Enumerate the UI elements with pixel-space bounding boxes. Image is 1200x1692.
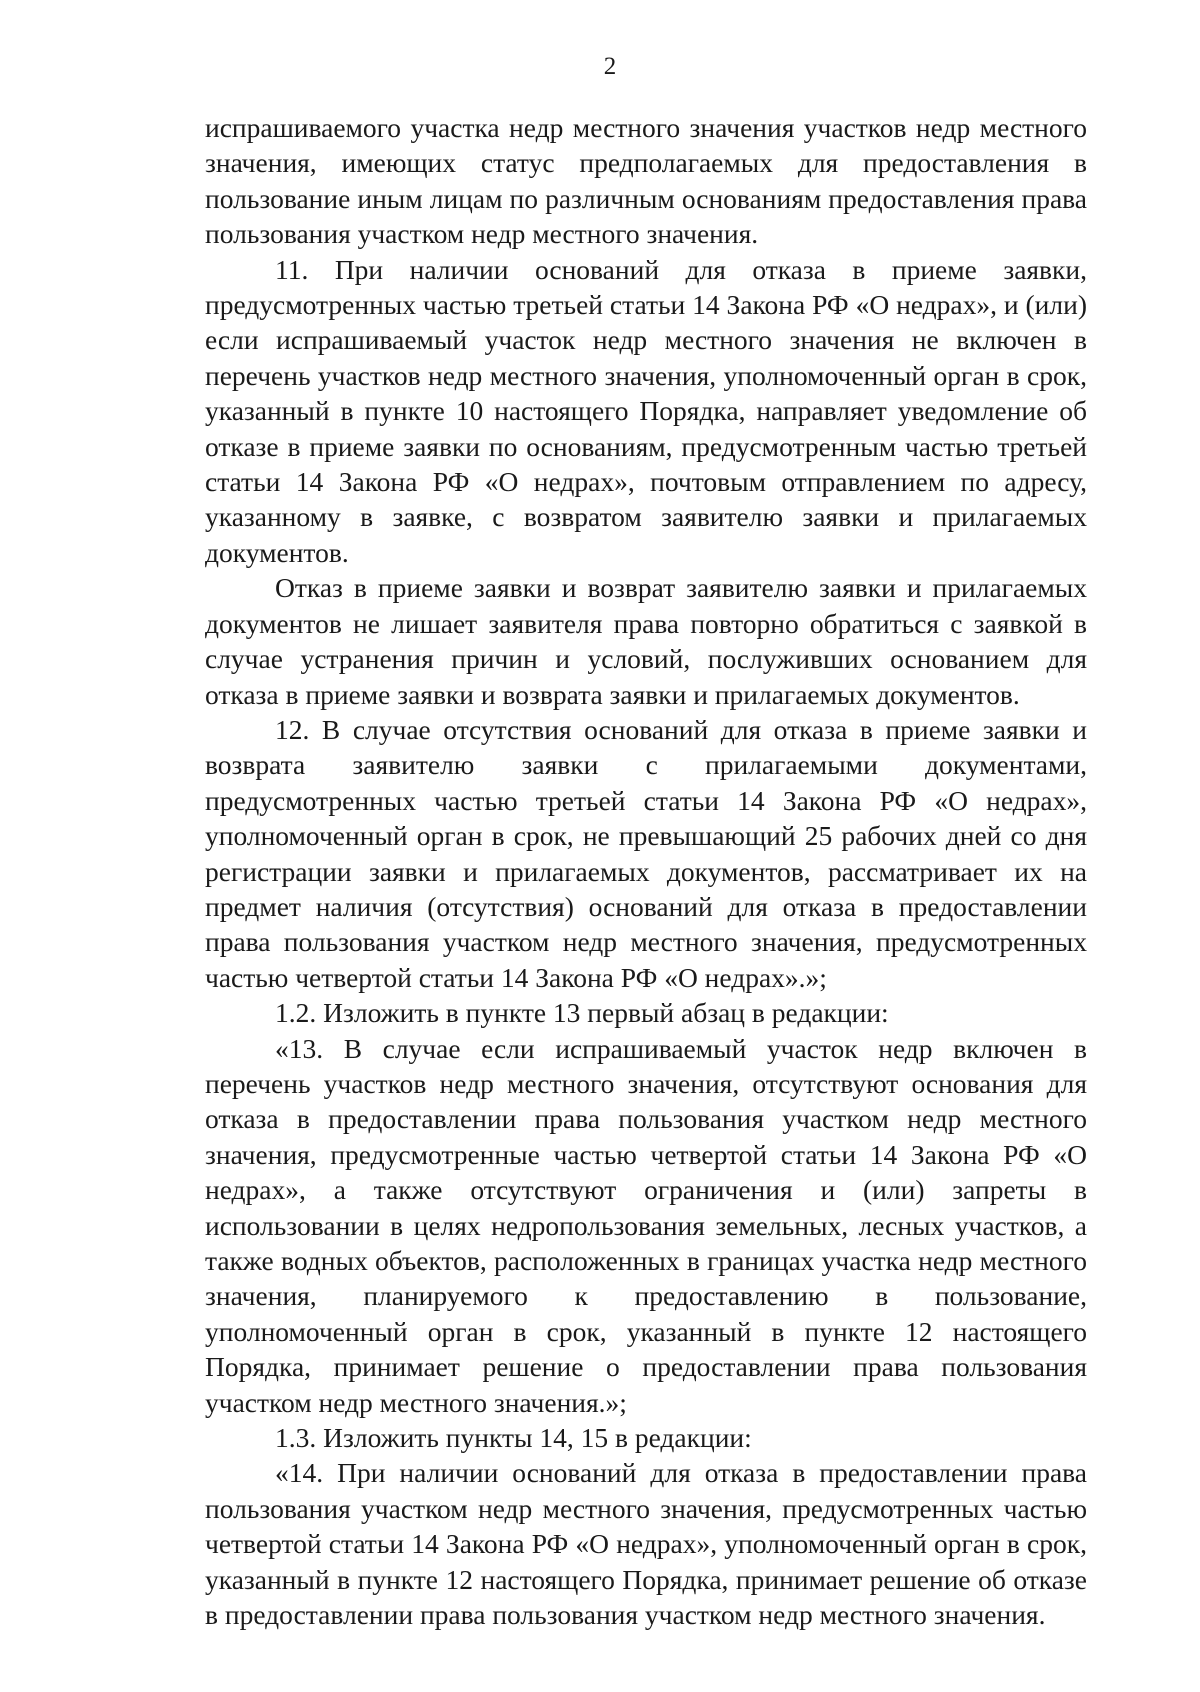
paragraph-refusal-note: Отказ в приеме заявки и возврат заявителю заявки и прилагаемых документов не лишает заявителя права повторно обратиться с заявкой в случае устранения причин и условий, послуживших основанием для отказа в приеме заявки и возврата заявки и прилагаемых документов. [205, 572, 1087, 710]
paragraph-item-12: 12. В случае отсутствия оснований для отказа в приеме заявки и возврата заявителю заявки с прилагаемыми документами, предусмотренных частью третьей статьи 14 Закона РФ «О недрах», уполномоченный орган в срок, не превышающий 25 рабочих дней со дня регистрации заявки и прилагаемых документов, рассматривает их на предмет наличия (отсутствия) оснований для отказа в предоставлении права пользования участком недр местного значения, предусмотренных частью четвертой статьи 14 Закона РФ «О недрах».»; [205, 713, 1087, 993]
document-body [205, 110, 1087, 1632]
paragraph-continuation: испрашиваемого участка недр местного значения участков недр местного значения, имеющих статус предполагаемых для предоставления в пользование иным лицам по различным основаниям предоставления права пользования участком недр местного значения. [205, 112, 1087, 250]
paragraph-item-11: 11. При наличии оснований для отказа в приеме заявки, предусмотренных частью третьей статьи 14 Закона РФ «О недрах», и (или) если испрашиваемый участок недр местного значения не включен в перечень участков недр местного значения, уполномоченный орган в срок, указанный в пункте 10 настоящего Порядка, направляет уведомление об отказе в приеме заявки по основаниям, предусмотренным частью третьей статьи 14 Закона РФ «О недрах», почтовым отправлением по адресу, указанному в заявке, с возвратом заявителю заявки и прилагаемых документов. [205, 253, 1087, 568]
paragraph-item-14: «14. При наличии оснований для отказа в предоставлении права пользования участком недр местного значения, предусмотренных частью четвертой статьи 14 Закона РФ «О недрах», уполномоченный орган в срок, указанный в пункте 12 настоящего Порядка, принимает решение об отказе в предоставлении права пользования участком недр местного значения. [205, 1457, 1087, 1631]
paragraph-item-13: «13. В случае если испрашиваемый участок недр включен в перечень участков недр местного значения, отсутствуют основания для отказа в предоставлении права пользования участком недр местного значения, предусмотренные частью четвертой статьи 14 Закона РФ «О недрах», а также отсутствуют ограничения и (или) запреты в использовании в целях недропользования земельных, лесных участков, а также водных объектов, расположенных в границах участка недр местного значения, планируемого к предоставлению в пользование, уполномоченный орган в срок, указанный в пункте 12 настоящего Порядка, принимает решение о предоставлении права пользования участком недр местного значения.»; [205, 1032, 1087, 1418]
paragraph-amendment-1-2: 1.2. Изложить в пункте 13 первый абзац в редакции: [275, 997, 889, 1029]
page-number: 2 [603, 53, 617, 80]
paragraph-amendment-1-3: 1.3. Изложить пункты 14, 15 в редакции: [275, 1422, 752, 1454]
